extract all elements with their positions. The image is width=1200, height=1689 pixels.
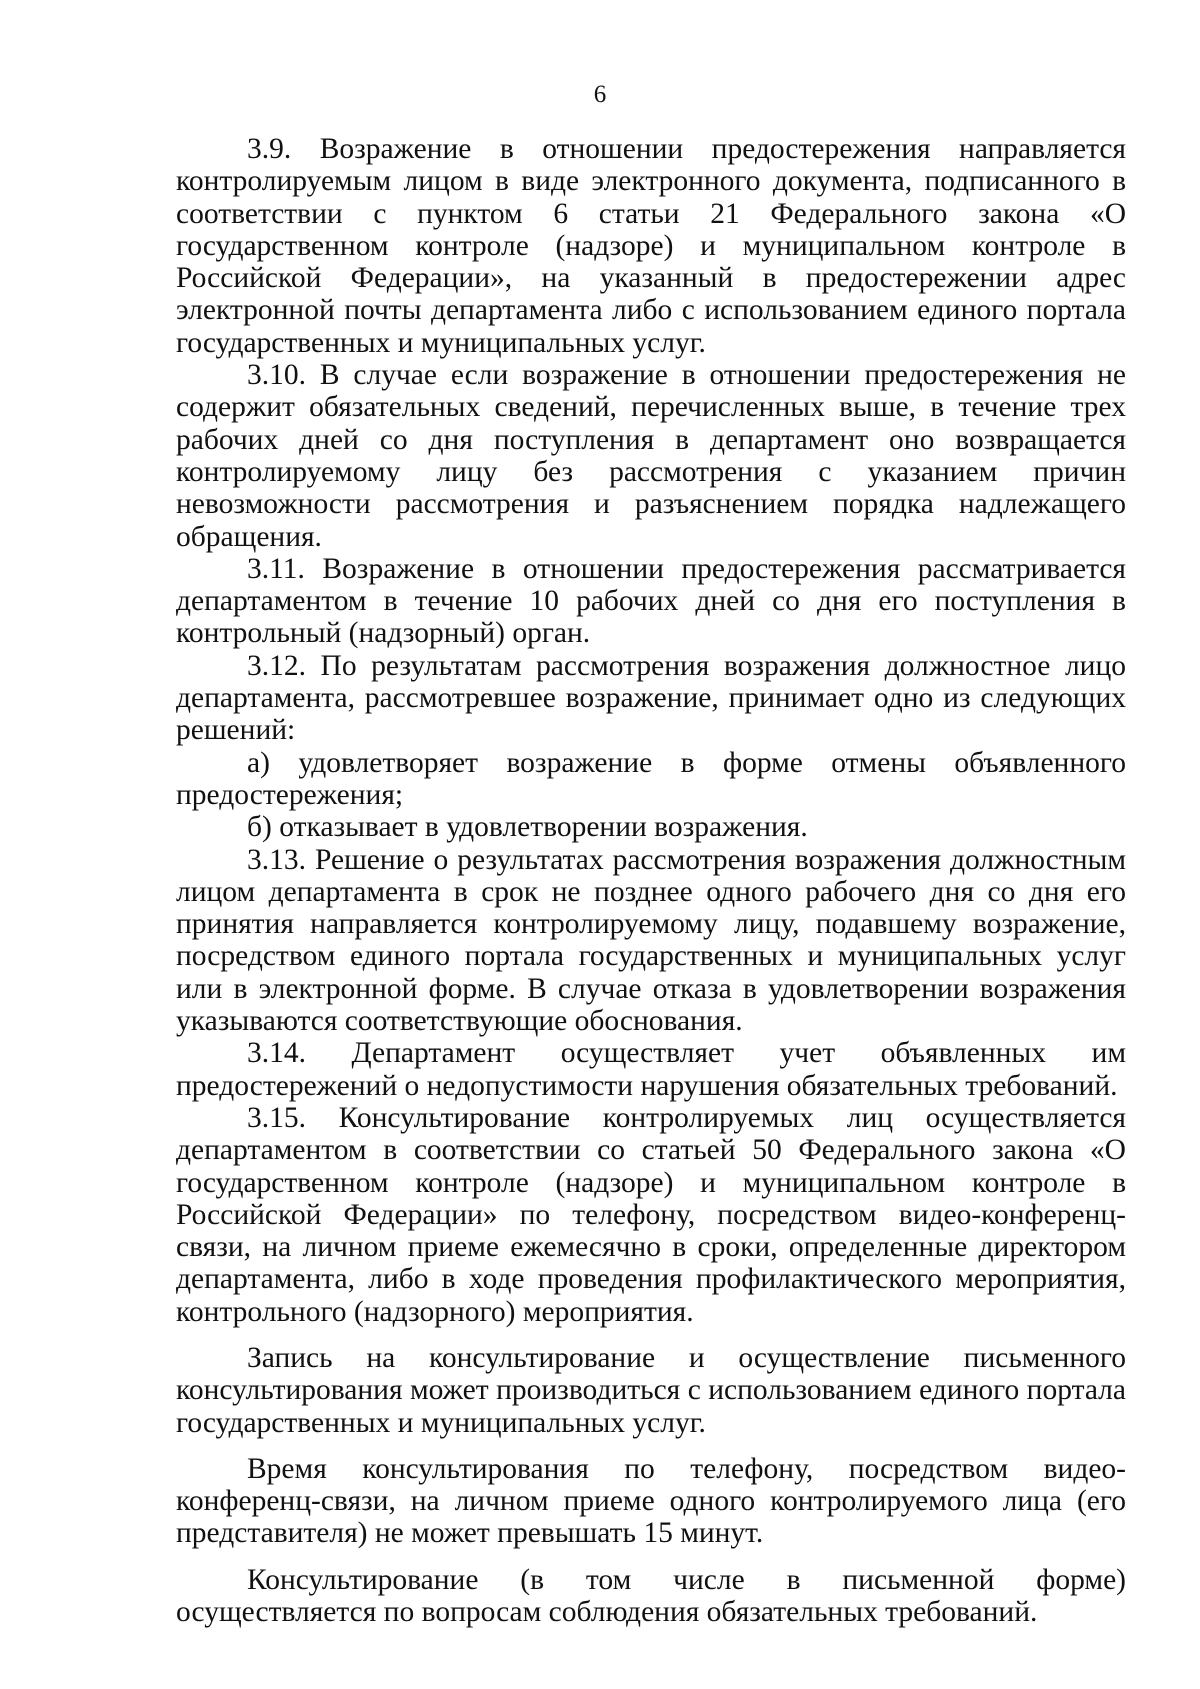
page-number: 6 [593, 81, 607, 108]
paragraph-3-10: 3.10. В случае если возражение в отношении предостережения не содержит обязательных сведений, перечисленных выше, в течение трех рабочих дней со дня поступления в департамент оно возвращается контролируемому лицу без рассмотрения с указанием причин невозможности рассмотрения и разъяснением порядка надлежащего обращения. [176, 359, 1126, 553]
document-body [176, 133, 1126, 1628]
list-item-b: б) отказывает в удовлетворении возражения. [247, 811, 808, 844]
paragraph-3-9: 3.9. Возражение в отношении предостережения направляется контролируемым лицом в виде электронного документа, подписанного в соответствии с пунктом 6 статьи 21 Федерального закона «О государственном контроле (надзоре) и муниципальном контроле в Российской Федерации», на указанный в предостережении адрес электронной почты департамента либо с использованием единого портала государственных и муниципальных услуг. [176, 133, 1126, 359]
paragraph-3-11: 3.11. Возражение в отношении предостережения рассматривается департаментом в течение 10 рабочих дней со дня его поступления в контрольный (надзорный) орган. [176, 552, 1126, 650]
paragraph-3-12: 3.12. По результатам рассмотрения возражения должностное лицо департамента, рассмотревшее возражение, принимает одно из следующих решений: [176, 649, 1126, 747]
paragraph-3-13: 3.13. Решение о результатах рассмотрения возражения должностным лицом департамента в срок не позднее одного рабочего дня со дня его принятия направляется контролируемому лицу, подавшему возражение, посредством единого портала государственных и муниципальных услуг или в электронной форме. В случае отказа в удовлетворении возражения указываются соответствующие обоснования. [176, 843, 1126, 1038]
paragraph-3-15: 3.15. Консультирование контролируемых лиц осуществляется департаментом в соответствии со статьей 50 Федерального закона «О государственном контроле (надзоре) и муниципальном контроле в Российской Федерации» по телефону, посредством видео-конференц-связи, на личном приеме ежемесячно в сроки, определенные директором департамента, либо в ходе проведения профилактического мероприятия, контрольного (надзорного) мероприятия. [176, 1101, 1126, 1328]
paragraph-3-14: 3.14. Департамент осуществляет учет объявленных им предостережений о недопустимости нарушения обязательных требований. [176, 1037, 1126, 1102]
paragraph-consultation-time: Время консультирования по телефону, посредством видео-конференц-связи, на личном приеме одного контролируемого лица (его представителя) не может превышать 15 минут. [176, 1452, 1126, 1550]
paragraph-consultation-topics: Консультирование (в том числе в письменной форме) осуществляется по вопросам соблюдения обязательных требований. [176, 1563, 1126, 1629]
list-item-a: а) удовлетворяет возражение в форме отмены объявленного предостережения; [176, 746, 1126, 811]
paragraph-consultation-registration: Запись на консультирование и осуществление письменного консультирования может производиться с использованием единого портала государственных и муниципальных услуг. [176, 1341, 1126, 1439]
